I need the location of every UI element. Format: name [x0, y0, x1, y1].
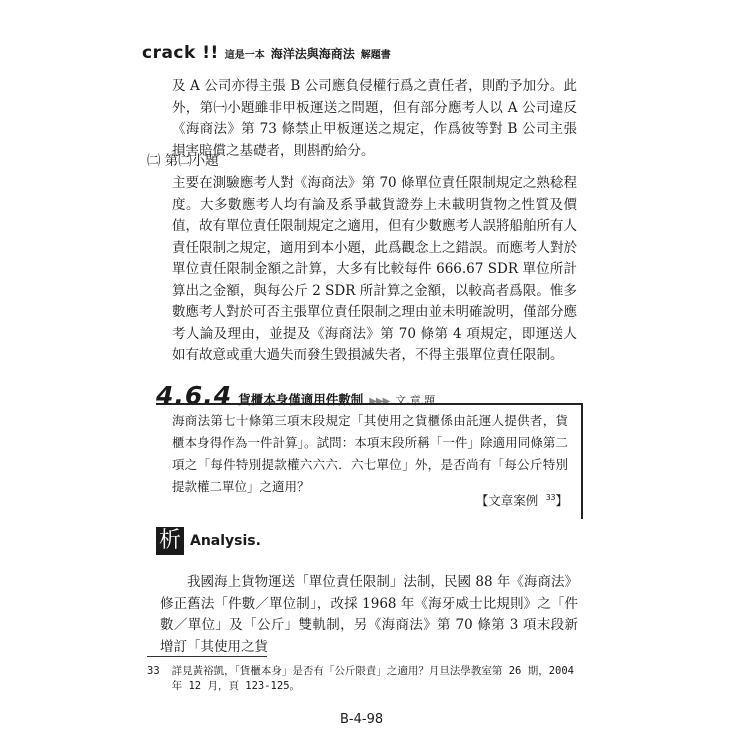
arrows-icon: ▶▶▶: [369, 396, 390, 407]
paragraph-3: 我國海上貨物運送「單位責任限制」法制，民國 88 年《海商法》修正舊法「件數／單位制」，改採 1968 年《海牙威士比規則》之「件數／單位」及「公斤」雙軌制，另《海商法》第 70 條第 3 項末段新增訂「其使用之貨: [160, 574, 578, 655]
analysis-icon: 析: [156, 527, 184, 555]
footnote: [147, 664, 577, 694]
section-title: 貨櫃本身僅適用件數制: [238, 392, 364, 407]
page-number: B-4-98: [340, 712, 384, 727]
question-text: 海商法第七十條第三項末段規定「其使用之貨櫃係由託運人提供者，貨櫃本身得作為一件計算」。試問：本項末段所稱「一件」除適用同條第二項之「每件特別提款權六六六．六七單位」外，是否尚有「每公斤特別提款權二單位」之適用？: [172, 413, 568, 494]
footnote-divider: [147, 656, 267, 657]
book-title: 海洋法與海商法: [270, 47, 355, 61]
paragraph-2: 主要在測驗應考人對《海商法》第 70 條單位責任限制規定之熟稔程度。大多數應考人均有論及系爭載貨證券上未載明貨物之性質及價值，故有單位責任限制規定之適用，但有少數應考人誤將船舶所有人責任限制之規定，適用到本小題，此爲觀念上之錯誤。而應考人對於單位責任限制金額之計算，大多有比較每件 666.67 SDR 單位所計算出之金額，與每公斤 2 SDR 所計算之金額，以較高者爲限。惟多數應考人對於可否主張單位責任限制之理由並未明確說明，僅部分應考人論及理由，並提及《海商法》第 70 條第 4 項規定，即運送人如有故意或重大過失而發生毀損滅失者，不得主張單位責任限制。: [172, 175, 577, 363]
header-tail: 解題書: [360, 50, 391, 61]
source-label: 【文章案例: [475, 493, 539, 508]
question-source: [476, 491, 568, 509]
source-footnote-ref: 33: [545, 492, 556, 502]
footnote-number: 33: [147, 665, 160, 677]
source-close: 】: [555, 493, 568, 508]
paragraph-1: 及 A 公司亦得主張 B 公司應負侵權行爲之責任者，則酌予加分。此外，第㈠小題雖非甲板運送之問題，但有部分應考人以 A 公司違反《海商法》第 73 條禁止甲板運送之規定，作爲彼等對 B 公司主張損害賠償之基礎者，則斟酌給分。: [172, 78, 577, 159]
footnote-text: 詳見黃裕凱，「貨櫃本身」是否有「公斤限責」之適用？月旦法學教室第 26 期，2004 年 12 月，頁 123-125。: [171, 665, 574, 692]
header-sub: 這是一本: [224, 50, 265, 61]
analysis-label: Analysis.: [190, 533, 261, 549]
running-header: [142, 43, 391, 63]
section-number: 4.6.4: [156, 381, 233, 410]
analysis-heading: [156, 527, 261, 555]
sub-heading: ㈡ 第㈡小題: [147, 153, 219, 169]
section-tag: 文.章.題: [395, 394, 436, 407]
brand-logo: crack !!: [142, 43, 219, 63]
